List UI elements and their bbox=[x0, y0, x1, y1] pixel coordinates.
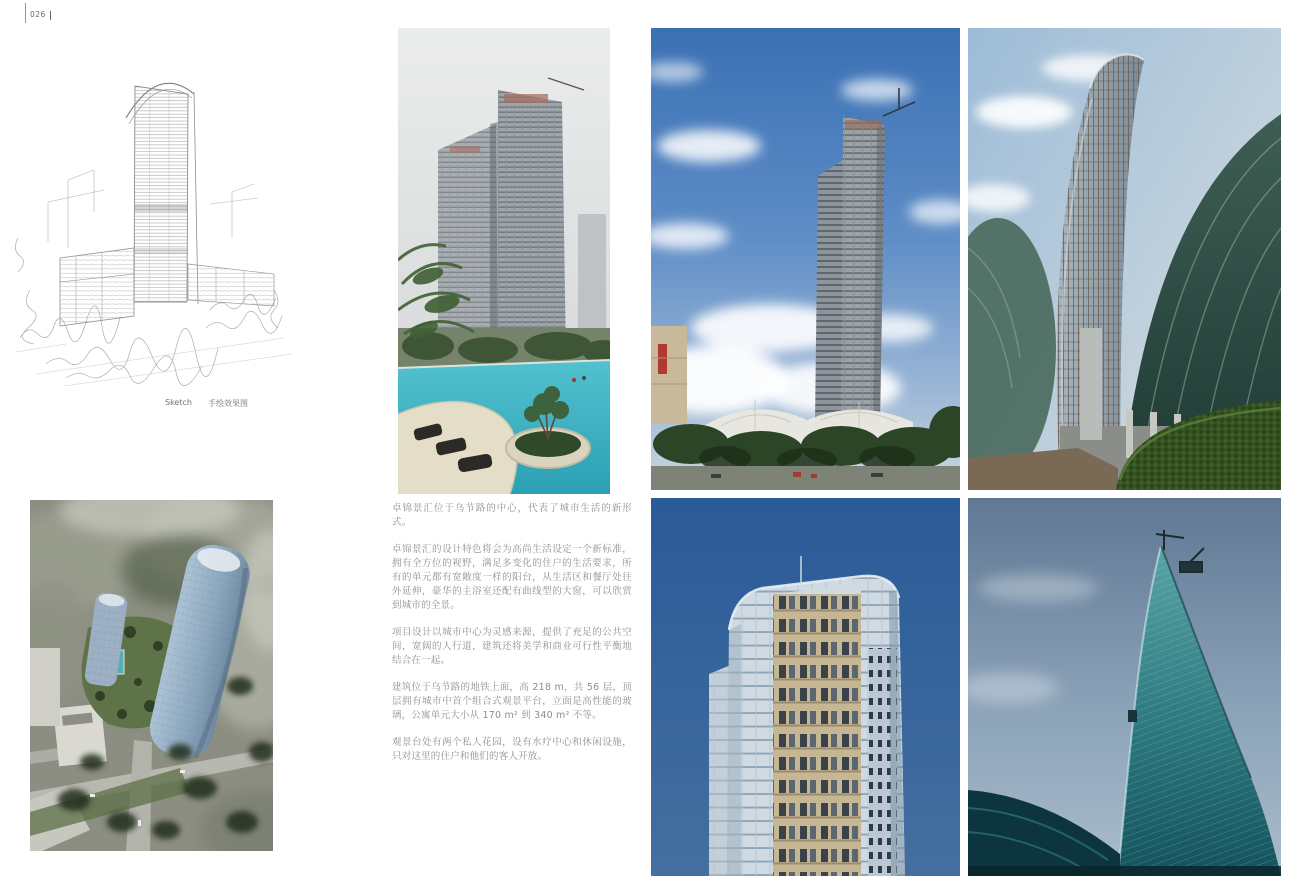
paragraph-4: 建筑位于乌节路的地铁上面，高 218 m，共 56 层，顶层拥有城市中首个组合式观景平台，立面是高性能的玻璃，公寓单元大小从 170 m² 到 340 m² 不等。 bbox=[392, 682, 632, 721]
folio-rule-small bbox=[50, 11, 51, 20]
sketch-caption bbox=[165, 398, 248, 409]
photo-facade-closeup bbox=[968, 28, 1281, 490]
photo-tower-street bbox=[651, 28, 960, 490]
photo-tower-lookup bbox=[968, 498, 1281, 876]
sketch-caption-zh: 手绘效果图 bbox=[207, 399, 248, 408]
paragraph-5: 观景台处有两个私人花园，设有水疗中心和休闲设施，只对这里的住户和他们的客人开放。 bbox=[392, 737, 632, 762]
paragraph-3: 项目设计以城市中心为灵感来源，提供了充足的公共空间，宽阔的人行道，建筑还将美学和商业可行性平衡地结合在一起。 bbox=[392, 627, 632, 666]
tower-pool-graphic bbox=[398, 28, 610, 494]
aerial-render-graphic bbox=[30, 500, 273, 851]
tower-lookup-graphic bbox=[968, 498, 1281, 876]
sketch-figure bbox=[6, 52, 302, 392]
paragraph-1: 卓锦景汇位于乌节路的中心，代表了城市生活的新形式。 bbox=[392, 503, 632, 528]
tower-pool-photo bbox=[398, 28, 610, 494]
body-text bbox=[392, 502, 632, 777]
facade-closeup-graphic bbox=[968, 28, 1281, 490]
folio-rule bbox=[25, 3, 26, 23]
tower-render-graphic bbox=[651, 498, 960, 876]
tower-street-graphic bbox=[651, 28, 960, 490]
page-number: 026 bbox=[30, 10, 46, 19]
sketch-caption-en: Sketch bbox=[165, 398, 192, 407]
aerial-render-photo bbox=[30, 500, 273, 851]
paragraph-2: 卓锦景汇的设计特色将会为高尚生活设定一个新标准，拥有全方位的视野，满足多变化的住户的生活要求，所有的单元都有宽敞度一样的阳台，从生活区和餐厅处往外延伸，豪华的主浴室还配有曲线型的大窗，可以欣赏到城市的全景。 bbox=[392, 544, 632, 611]
sketch-drawing bbox=[6, 52, 302, 392]
photo-tower-render bbox=[651, 498, 960, 876]
